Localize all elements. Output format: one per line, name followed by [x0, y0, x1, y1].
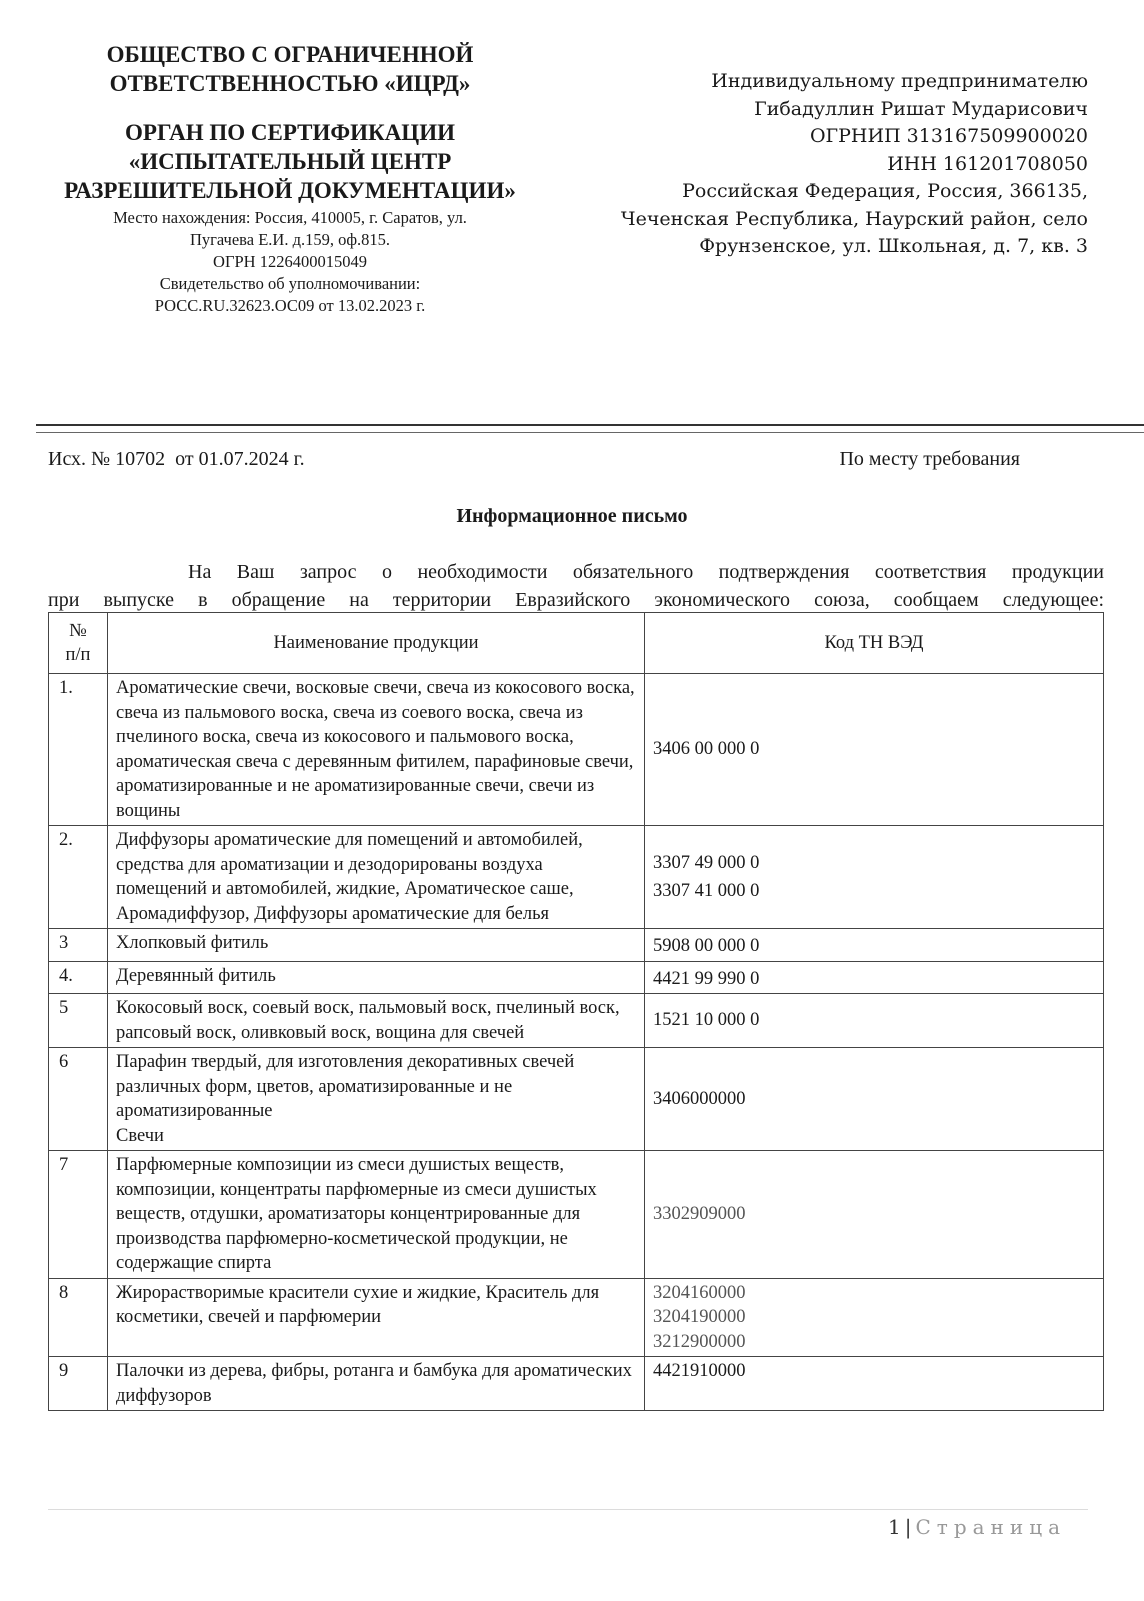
table-row [49, 1048, 1104, 1151]
recipient-inn: ИНН 161201708050 [887, 152, 1088, 175]
product-name: Жирорастворимые красители сухие и жидкие, Краситель для косметики, свечей и парфюмерии [108, 1278, 645, 1357]
recipient-address-line: Чеченская Республика, Наурский район, село [620, 207, 1088, 230]
page-label: Страница [915, 1515, 1066, 1539]
product-name: Диффузоры ароматические для помещений и автомобилей, средства для ароматизации и дезодорированы воздуха помещений и автомобилей, жидкие, Ароматическое саше, Аромадиффузор, Диффузоры ароматические для белья [108, 826, 645, 929]
product-name: Деревянный фитиль [108, 961, 645, 994]
org-address-line: Место нахождения: Россия, 410005, г. Саратов, ул. [113, 208, 467, 227]
tn-ved-code: 4421910000 [645, 1357, 1104, 1411]
table-row [49, 674, 1104, 826]
tn-ved-code: 3302909000 [645, 1151, 1104, 1279]
page-footer [888, 1515, 1066, 1539]
tn-ved-code: 5908 00 000 0 [645, 929, 1104, 962]
org-ogrn: ОГРН 1226400015049 [213, 252, 367, 271]
header-divider [36, 424, 1144, 426]
product-name: Кокосовый воск, соевый воск, пальмовый воск, пчелиный воск, рапсовый воск, оливковый воск, вощина для свечей [108, 994, 645, 1048]
row-number: 8 [49, 1278, 108, 1357]
header-tn-ved-code: Код ТН ВЭД [645, 613, 1104, 674]
row-number: 3 [49, 929, 108, 962]
product-name: Палочки из дерева, фибры, ротанга и бамбука для ароматических диффузоров [108, 1357, 645, 1411]
intro-line: при выпуске в обращение на территории Евразийского экономического союза, сообщаем следующее: [48, 589, 1104, 611]
products-table [48, 612, 1104, 1411]
tn-ved-code: 3406000000 [645, 1048, 1104, 1151]
row-number: 5 [49, 994, 108, 1048]
table-row [49, 961, 1104, 994]
intro-paragraph [48, 558, 1104, 614]
header-product-name: Наименование продукции [108, 613, 645, 674]
row-number: 4. [49, 961, 108, 994]
table-row [49, 1151, 1104, 1279]
organization-details [60, 207, 520, 317]
recipient-block [528, 68, 1088, 261]
tn-ved-code: 3307 49 000 0 3307 41 000 0 [645, 826, 1104, 929]
recipient-address-line: Российская Федерация, Россия, 366135, [682, 180, 1088, 202]
header-divider-thin [36, 432, 1144, 433]
footer-divider [48, 1509, 1088, 1510]
tn-ved-code: 3204160000 3204190000 3212900000 [645, 1278, 1104, 1357]
page-separator: | [904, 1515, 912, 1539]
recipient-line: Индивидуальному предпринимателю [711, 70, 1088, 92]
table-header-row [49, 613, 1104, 674]
certification-body-name: ОРГАН ПО СЕРТИФИКАЦИИ «ИСПЫТАТЕЛЬНЫЙ ЦЕНТР РАЗРЕШИТЕЛЬНОЙ ДОКУМЕНТАЦИИ» [64, 120, 516, 203]
product-name: Парфюмерные композиции из смеси душистых веществ, композиции, концентраты парфюмерные из смеси душистых веществ, отдушки, ароматизаторы концентрированные для производства парфюмерно-косметической продукции, не содержащие спирта [108, 1151, 645, 1279]
sender-block [60, 40, 520, 317]
org-address-line: Пугачева Е.И. д.159, оф.815. [189, 230, 391, 249]
row-number: 7 [49, 1151, 108, 1279]
org-certificate-number: РОСС.RU.32623.ОС09 от 13.02.2023 г. [154, 296, 426, 315]
tn-ved-code: 4421 99 990 0 [645, 961, 1104, 994]
row-number: 6 [49, 1048, 108, 1151]
table-row [49, 1278, 1104, 1357]
recipient-address-line: Фрунзенское, ул. Школьная, д. 7, кв. 3 [699, 235, 1088, 257]
row-number: 1. [49, 674, 108, 826]
header-number: № п/п [49, 613, 108, 674]
destination-note: По месту требования [839, 448, 1020, 470]
product-name: Парафин твердый, для изготовления декоративных свечей различных форм, цветов, ароматизированные и не ароматизированные Свечи [108, 1048, 645, 1151]
table-row [49, 994, 1104, 1048]
table-row [49, 1357, 1104, 1411]
table-row [49, 826, 1104, 929]
table-row [49, 929, 1104, 962]
row-number: 9 [49, 1357, 108, 1411]
tn-ved-code: 3406 00 000 0 [645, 674, 1104, 826]
letter-heading: Информационное письмо [456, 505, 688, 527]
org-certificate-label: Свидетельство об уполномочивании: [159, 274, 421, 293]
intro-line: На Ваш запрос о необходимости обязательного подтверждения соответствия продукции [188, 561, 1104, 583]
product-name: Ароматические свечи, восковые свечи, свеча из кокосового воска, свеча из пальмового воска, свеча из соевого воска, свеча из пчелиного воска, свеча из кокосового и пальмового воска, ароматическая свеча с деревянным фитилем, парафиновые свечи, ароматизированные и не ароматизированные свечи, свечи из вощины [108, 674, 645, 826]
recipient-name: Гибадуллин Ришат Мударисович [754, 97, 1088, 120]
product-name: Хлопковый фитиль [108, 929, 645, 962]
tn-ved-code: 1521 10 000 0 [645, 994, 1104, 1048]
page-number: 1 [887, 1515, 901, 1539]
recipient-ogrnip: ОГРНИП 313167509900020 [809, 125, 1088, 147]
outgoing-reference: Исх. № 10702 от 01.07.2024 г. [48, 448, 305, 470]
row-number: 2. [49, 826, 108, 929]
organization-name: ОБЩЕСТВО С ОГРАНИЧЕННОЙ ОТВЕТСТВЕННОСТЬЮ «ИЦРД» [106, 42, 474, 96]
